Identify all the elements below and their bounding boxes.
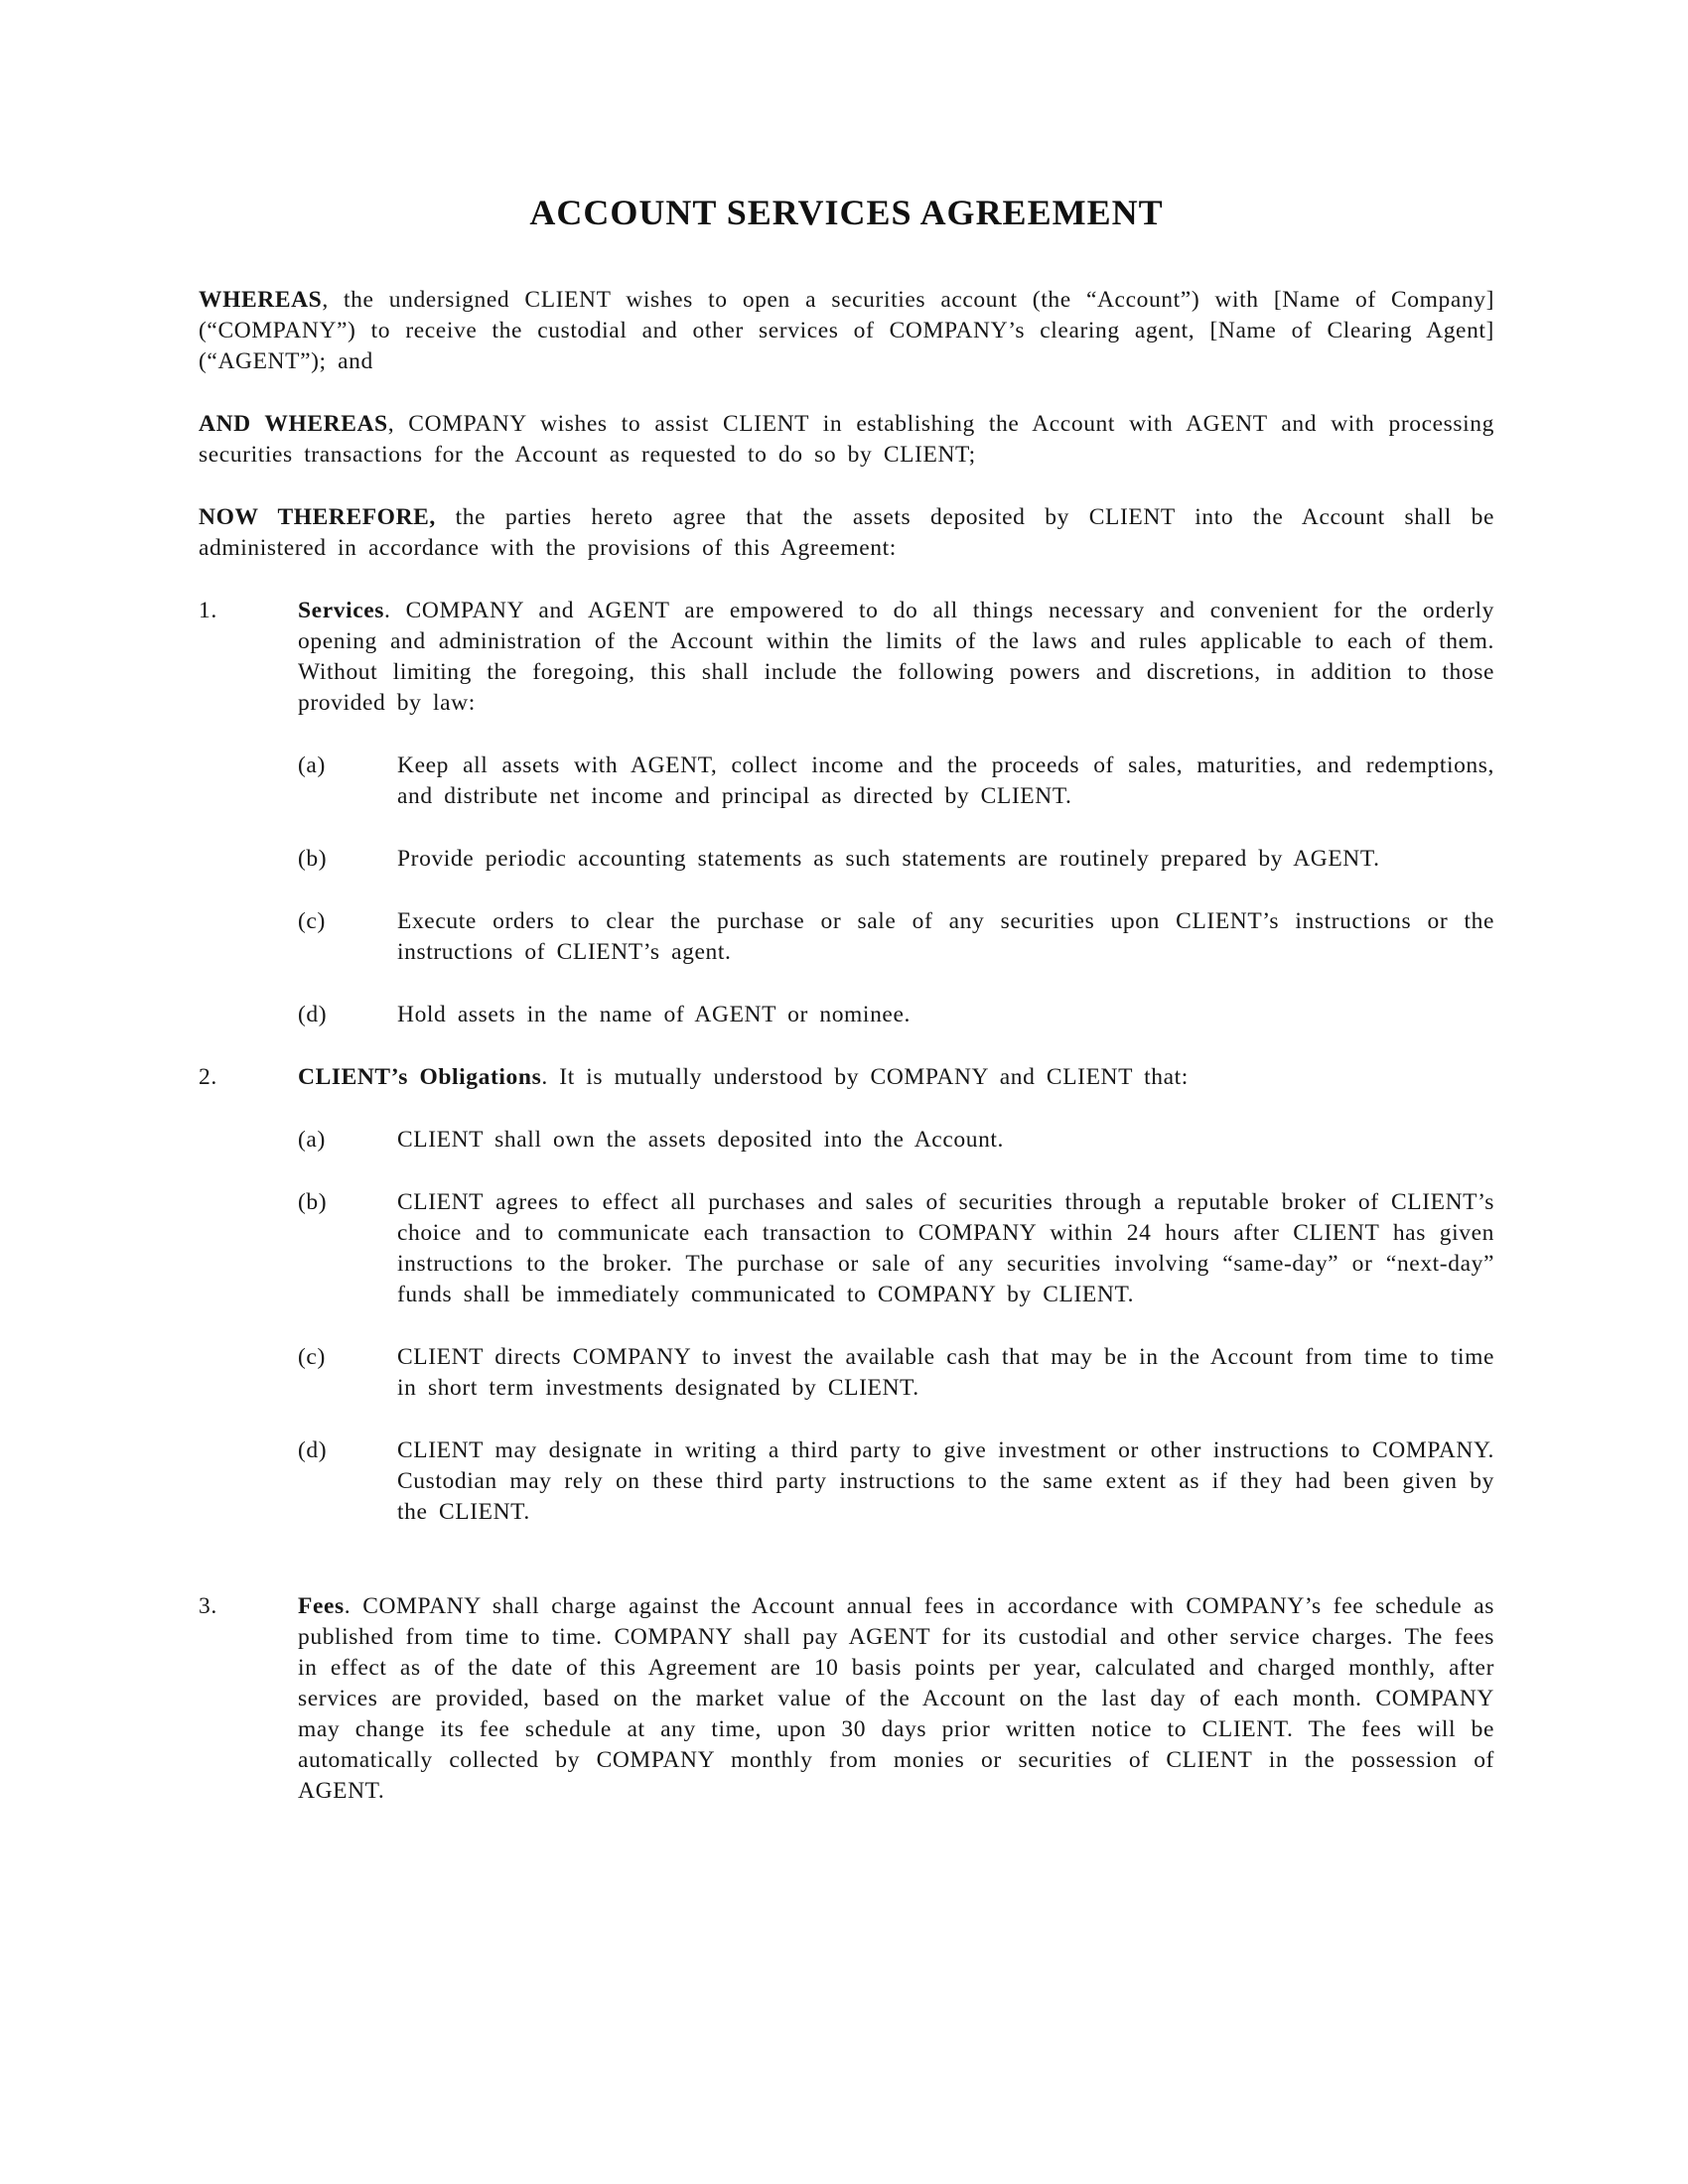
- preamble-text-2: , COMPANY wishes to assist CLIENT in establishing the Account with AGENT and with processing securities transactions for the Account as requested to do so by CLIENT;: [199, 411, 1494, 468]
- section-1-item-a: [199, 751, 1494, 812]
- item-letter: (d): [298, 1437, 328, 1463]
- item-letter: (b): [298, 1189, 328, 1215]
- section-3-body: . COMPANY shall charge against the Account annual fees in accordance with COMPANY’s fee schedule as published from time to time. COMPANY shall pay AGENT for its custodial and other service charges. The fees in effect as of the date of this Agreement are 10 basis points per year, calculated and charged monthly, after services are provided, based on the market value of the Account on the last day of each month. COMPANY may change its fee schedule at any time, upon 30 days prior written notice to CLIENT. The fees will be automatically collected by COMPANY monthly from monies or securities of CLIENT in the possession of AGENT.: [298, 1593, 1494, 1804]
- section-2-body: . It is mutually understood by COMPANY and CLIENT that:: [541, 1064, 1189, 1090]
- item-text: CLIENT directs COMPANY to invest the available cash that may be in the Account from time to time in short term investments designated by CLIENT.: [397, 1344, 1494, 1401]
- section-1-paragraph: [298, 596, 1494, 719]
- section-2-paragraph: [298, 1062, 1494, 1093]
- section-2-item-c: [199, 1342, 1494, 1404]
- item-letter: (a): [298, 1127, 326, 1153]
- section-2-item-b: [199, 1187, 1494, 1310]
- item-text: CLIENT may designate in writing a third party to give investment or other instructions to COMPANY. Custodian may rely on these third party instructions to the same extent as if they had been given by the CLIENT.: [397, 1437, 1494, 1525]
- item-letter: (b): [298, 846, 328, 872]
- item-text: Keep all assets with AGENT, collect income and the proceeds of sales, maturities, and redemptions, and distribute net income and principal as directed by CLIENT.: [397, 752, 1494, 809]
- section-1-number: 1.: [199, 598, 217, 623]
- section-1-heading-row: [199, 596, 1494, 719]
- section-2-item-a: [199, 1125, 1494, 1156]
- lead-word-now-therefore: NOW THEREFORE,: [199, 504, 436, 530]
- document-title: ACCOUNT SERVICES AGREEMENT: [529, 193, 1164, 232]
- item-text: Execute orders to clear the purchase or sale of any securities upon CLIENT’s instructions or the instructions of CLIENT’s agent.: [397, 908, 1494, 965]
- section-2-heading: CLIENT’s Obligations: [298, 1064, 542, 1090]
- item-text: CLIENT shall own the assets deposited into the Account.: [397, 1127, 1005, 1153]
- item-letter: (c): [298, 908, 326, 934]
- item-letter: (a): [298, 752, 326, 778]
- preamble-text-1: , the undersigned CLIENT wishes to open a securities account (the “Account”) with [Name of Company] (“COMPANY”) to receive the custodial and other services of COMPANY’s clearing agent, [Name of Clearing Agent] (“AGENT”); and: [199, 287, 1494, 374]
- section-1-item-c: [199, 906, 1494, 968]
- lead-word-whereas: WHEREAS: [199, 287, 323, 313]
- section-1-heading: Services: [298, 598, 385, 623]
- lead-word-and-whereas: AND WHEREAS: [199, 411, 388, 437]
- item-letter: (d): [298, 1002, 328, 1027]
- section-3-number: 3.: [199, 1593, 217, 1619]
- section-1-body: . COMPANY and AGENT are empowered to do all things necessary and convenient for the orderly opening and administration of the Account within the limits of the laws and rules applicable to each of them. Without limiting the foregoing, this shall include the following powers and discretions, in addition to those provided by law:: [298, 598, 1494, 716]
- preamble-paragraph-and-whereas: [199, 409, 1494, 471]
- preamble-text-3: the parties hereto agree that the assets deposited by CLIENT into the Account shall be administered in accordance with the provisions of this Agreement:: [199, 504, 1494, 561]
- item-text: Hold assets in the name of AGENT or nominee.: [397, 1002, 911, 1027]
- section-1-item-d: [199, 1000, 1494, 1030]
- preamble-paragraph-whereas: [199, 285, 1494, 377]
- section-2-number: 2.: [199, 1064, 217, 1090]
- item-text: CLIENT agrees to effect all purchases and sales of securities through a reputable broker of CLIENT’s choice and to communicate each transaction to COMPANY within 24 hours after CLIENT has given instructions to the broker. The purchase or sale of any securities involving “same-day” or “next-day” funds shall be immediately communicated to COMPANY by CLIENT.: [397, 1189, 1494, 1307]
- section-3-heading-row: [199, 1591, 1494, 1807]
- preamble-paragraph-now-therefore: [199, 502, 1494, 564]
- section-3-heading: Fees: [298, 1593, 345, 1619]
- section-2-heading-row: [199, 1062, 1494, 1093]
- section-3-paragraph: [298, 1591, 1494, 1807]
- section-1-item-b: [199, 844, 1494, 875]
- item-letter: (c): [298, 1344, 326, 1370]
- item-text: Provide periodic accounting statements as such statements are routinely prepared by AGENT.: [397, 846, 1380, 872]
- section-2-item-d: [199, 1435, 1494, 1528]
